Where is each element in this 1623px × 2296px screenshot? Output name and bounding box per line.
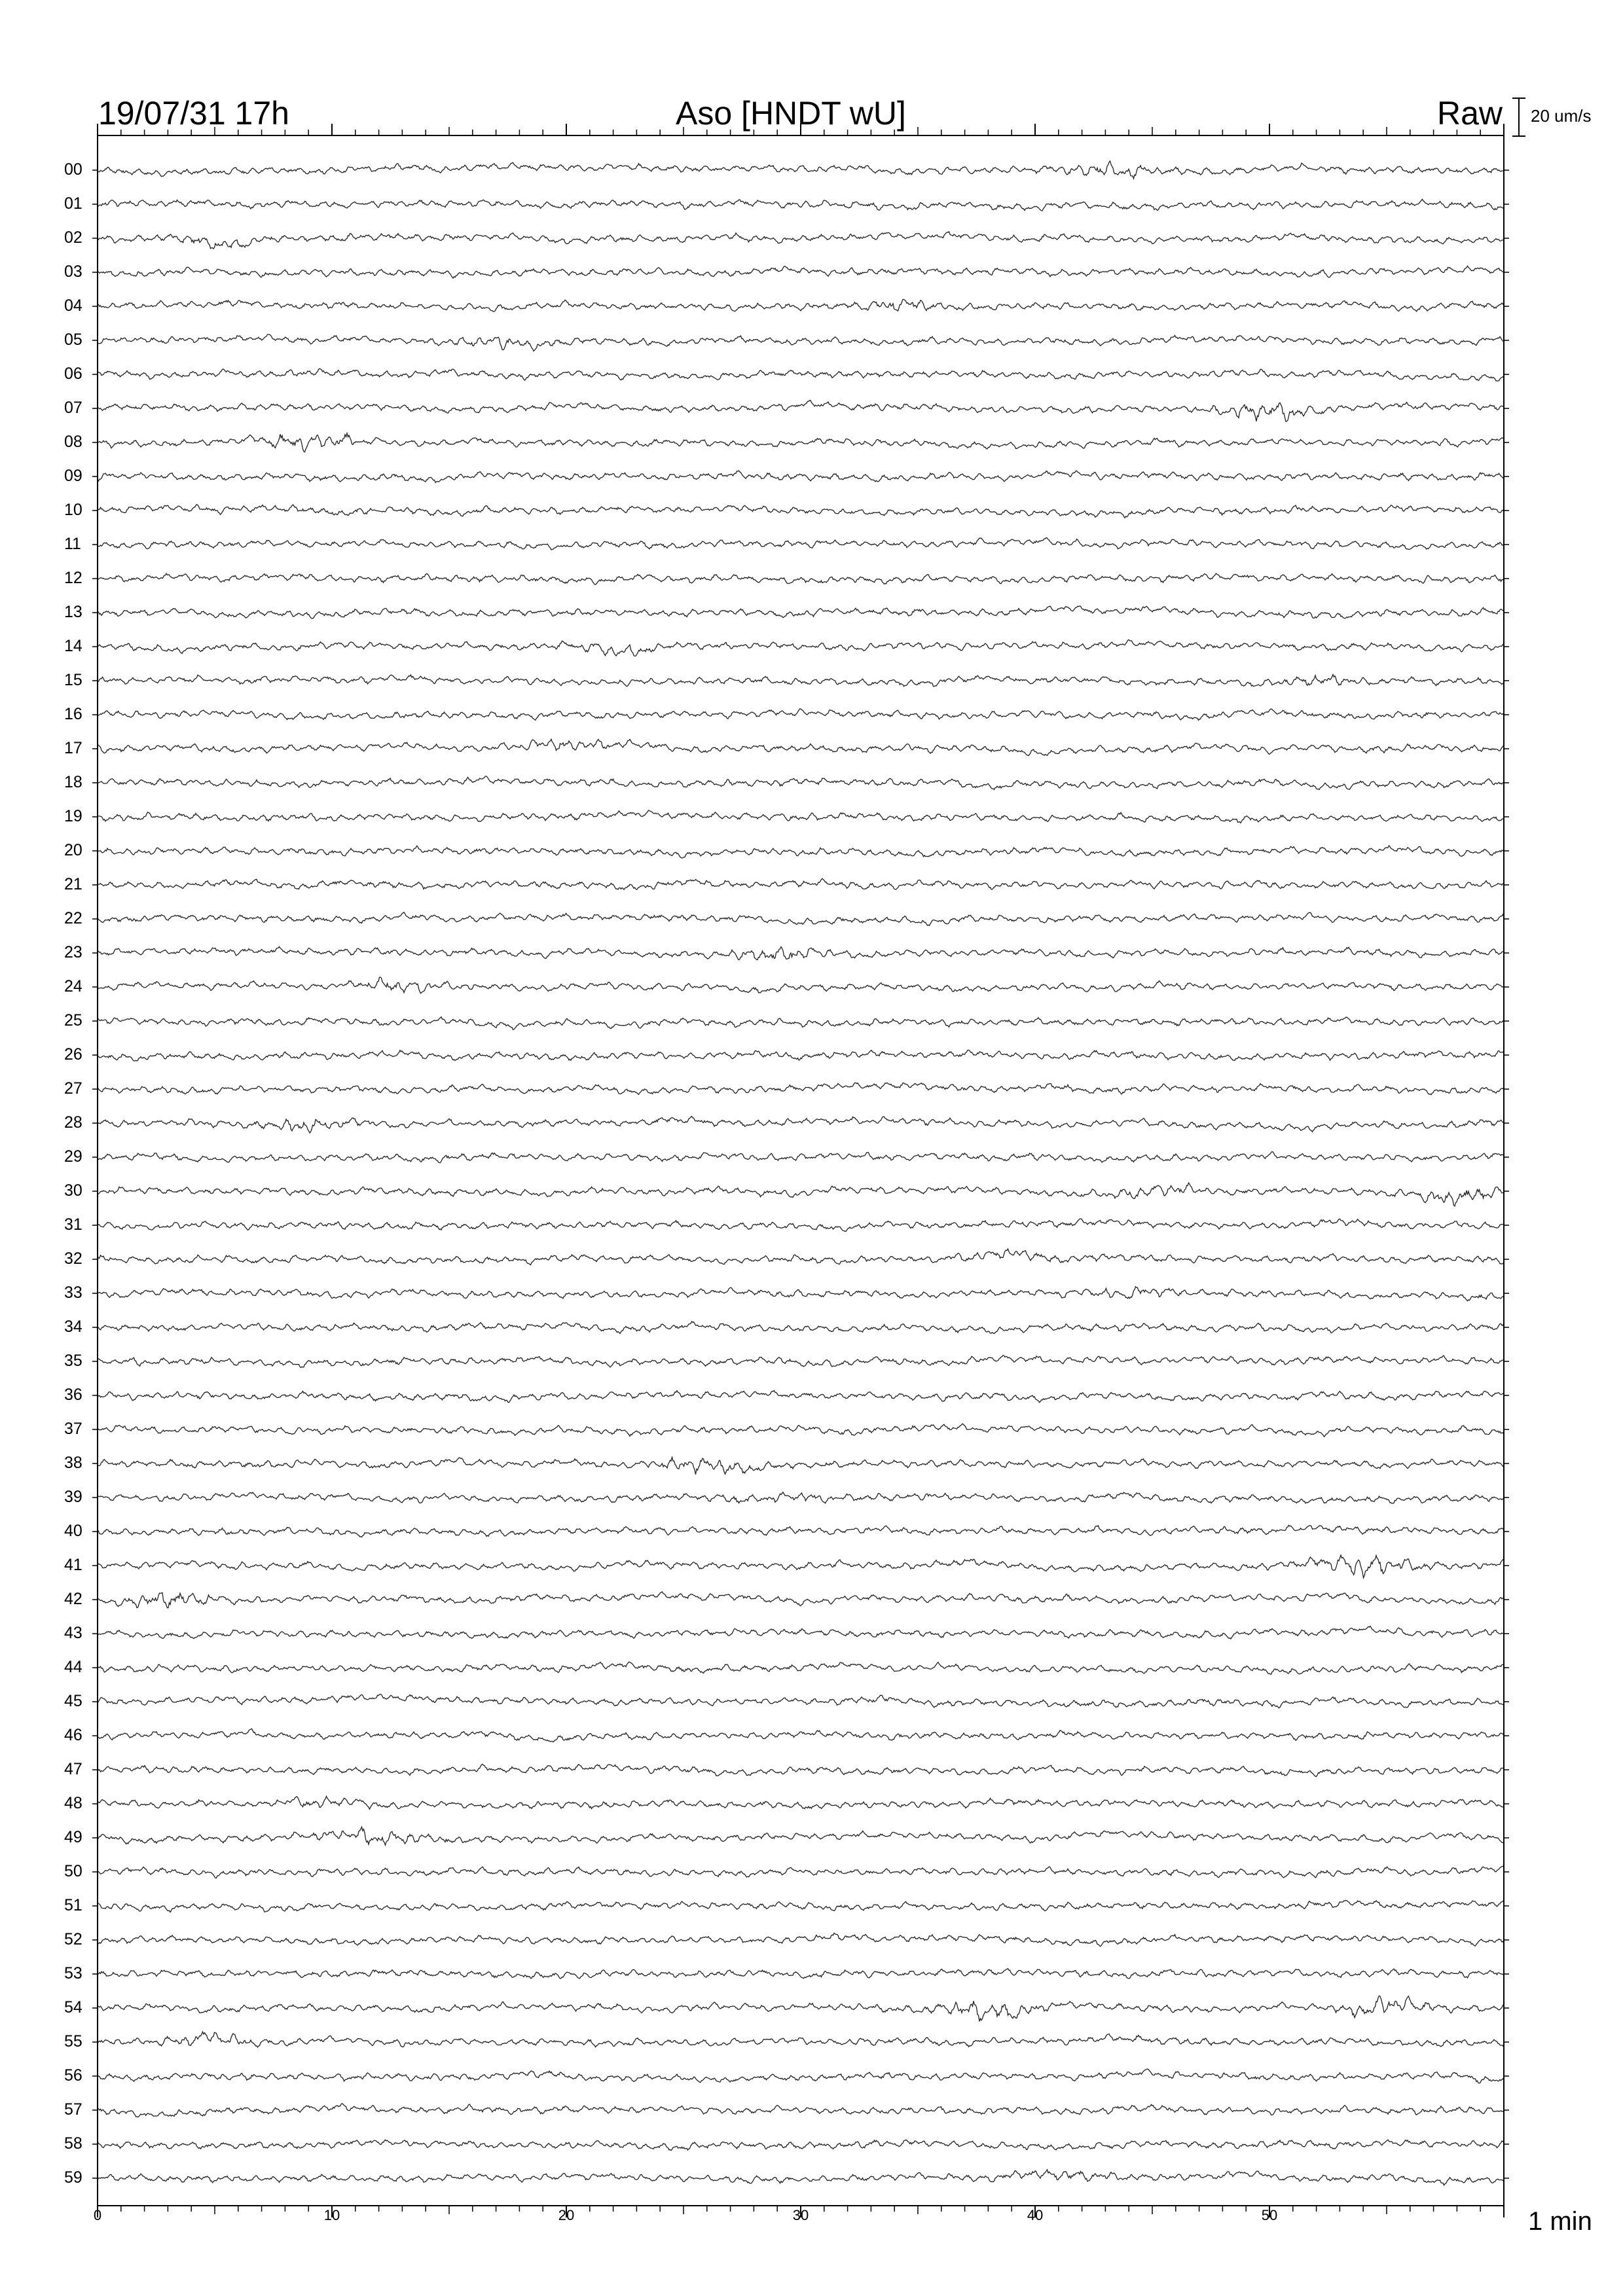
trace-16 [98,709,1504,720]
trace-13 [98,606,1504,619]
row-label-41: 41 [64,1556,82,1574]
trace-52 [98,1933,1504,1946]
trace-05 [98,334,1504,351]
x-tick-label-30: 30 [792,2207,809,2223]
amplitude-scale-bar [1512,98,1525,136]
row-label-21: 21 [64,875,82,893]
trace-00 [98,161,1504,179]
row-label-46: 46 [64,1726,82,1744]
row-label-36: 36 [64,1386,82,1404]
row-label-02: 02 [64,228,82,247]
trace-45 [98,1695,1504,1708]
trace-55 [98,2032,1504,2047]
row-label-22: 22 [64,909,82,927]
trace-43 [98,1626,1504,1639]
row-label-40: 40 [64,1522,82,1540]
trace-23 [98,946,1504,960]
row-label-53: 53 [64,1964,82,1982]
row-label-57: 57 [64,2100,82,2119]
row-label-43: 43 [64,1624,82,1642]
row-label-34: 34 [64,1318,82,1336]
trace-29 [98,1152,1504,1163]
row-label-51: 51 [64,1896,82,1914]
row-label-32: 32 [64,1249,82,1268]
trace-15 [98,674,1504,686]
station-title: Aso [HNDT wU] [676,95,906,132]
trace-01 [98,199,1504,211]
row-label-37: 37 [64,1420,82,1438]
x-axis [94,124,1504,2223]
trace-51 [98,1901,1504,1912]
trace-35 [98,1355,1504,1367]
trace-32 [98,1249,1504,1265]
row-label-19: 19 [64,807,82,825]
trace-12 [98,573,1504,584]
row-label-58: 58 [64,2134,82,2153]
trace-24 [98,977,1504,994]
row-label-52: 52 [64,1930,82,1948]
row-label-20: 20 [64,841,82,859]
trace-54 [98,1996,1504,2021]
datetime-title: 19/07/31 17h [98,95,289,132]
trace-19 [98,810,1504,823]
trace-57 [98,2104,1504,2117]
x-tick-label-10: 10 [323,2207,340,2223]
trace-06 [98,368,1504,381]
mode-label: Raw [1437,95,1503,132]
trace-49 [98,1827,1504,1845]
trace-40 [98,1525,1504,1537]
row-label-07: 07 [64,399,82,417]
row-label-11: 11 [64,535,81,553]
row-label-44: 44 [64,1658,82,1676]
row-label-16: 16 [64,705,82,723]
row-label-29: 29 [64,1147,82,1166]
trace-04 [98,299,1504,312]
x-tick-label-20: 20 [558,2207,575,2223]
trace-42 [98,1592,1504,1608]
row-label-35: 35 [64,1352,82,1370]
trace-07 [98,401,1504,422]
trace-34 [98,1321,1504,1334]
trace-02 [98,232,1504,249]
trace-14 [98,639,1504,656]
trace-56 [98,2069,1504,2083]
row-label-09: 09 [64,467,82,485]
trace-21 [98,878,1504,889]
row-label-00: 00 [64,160,82,179]
trace-18 [98,776,1504,790]
trace-20 [98,846,1504,858]
row-label-25: 25 [64,1011,82,1030]
x-axis-unit-label: 1 min [1528,2207,1592,2236]
x-tick-label-40: 40 [1027,2207,1044,2223]
row-label-48: 48 [64,1794,82,1812]
row-label-14: 14 [64,637,82,655]
row-label-06: 06 [64,365,82,383]
row-label-18: 18 [64,773,82,791]
row-label-59: 59 [64,2168,82,2187]
row-label-01: 01 [64,194,82,213]
trace-10 [98,505,1504,518]
row-label-28: 28 [64,1113,82,1132]
row-label-49: 49 [64,1828,82,1846]
trace-25 [98,1017,1504,1030]
trace-26 [98,1050,1504,1061]
trace-48 [98,1797,1504,1810]
trace-53 [98,1969,1504,1979]
row-label-55: 55 [64,2032,82,2051]
trace-44 [98,1662,1504,1674]
trace-03 [98,266,1504,278]
row-label-10: 10 [64,501,82,519]
row-label-13: 13 [64,603,82,621]
trace-33 [98,1287,1504,1301]
trace-39 [98,1492,1504,1503]
scale-label: 20 um/s [1531,106,1592,126]
trace-11 [98,537,1504,550]
trace-17 [98,739,1504,755]
trace-59 [98,2170,1504,2185]
trace-28 [98,1117,1504,1133]
trace-46 [98,1729,1504,1742]
plot-frame [98,135,1504,2206]
trace-50 [98,1866,1504,1878]
trace-09 [98,471,1504,482]
trace-38 [98,1458,1504,1475]
trace-08 [98,433,1504,452]
trace-31 [98,1219,1504,1231]
row-label-15: 15 [64,671,82,689]
row-label-03: 03 [64,262,82,281]
row-label-33: 33 [64,1283,82,1302]
row-label-30: 30 [64,1181,82,1200]
trace-22 [98,912,1504,925]
row-label-45: 45 [64,1692,82,1710]
row-label-56: 56 [64,2066,82,2085]
row-label-42: 42 [64,1590,82,1608]
row-label-26: 26 [64,1045,82,1064]
row-label-05: 05 [64,331,82,349]
row-label-54: 54 [64,1998,82,2017]
row-label-04: 04 [64,296,82,315]
row-label-08: 08 [64,433,82,451]
x-tick-label-50: 50 [1261,2207,1278,2223]
row-label-50: 50 [64,1862,82,1880]
trace-58 [98,2140,1504,2150]
trace-41 [98,1555,1504,1578]
trace-37 [98,1424,1504,1437]
trace-47 [98,1765,1504,1777]
row-label-47: 47 [64,1760,82,1778]
row-label-39: 39 [64,1488,82,1506]
trace-27 [98,1083,1504,1094]
trace-36 [98,1391,1504,1403]
trace-group [92,161,1509,2185]
row-label-27: 27 [64,1079,82,1098]
row-label-12: 12 [64,569,82,587]
row-label-23: 23 [64,943,82,961]
row-label-31: 31 [64,1215,82,1234]
x-tick-label-0: 0 [93,2207,102,2223]
row-label-17: 17 [64,739,82,757]
trace-30 [98,1183,1504,1206]
row-label-38: 38 [64,1454,82,1472]
row-label-24: 24 [64,977,82,996]
